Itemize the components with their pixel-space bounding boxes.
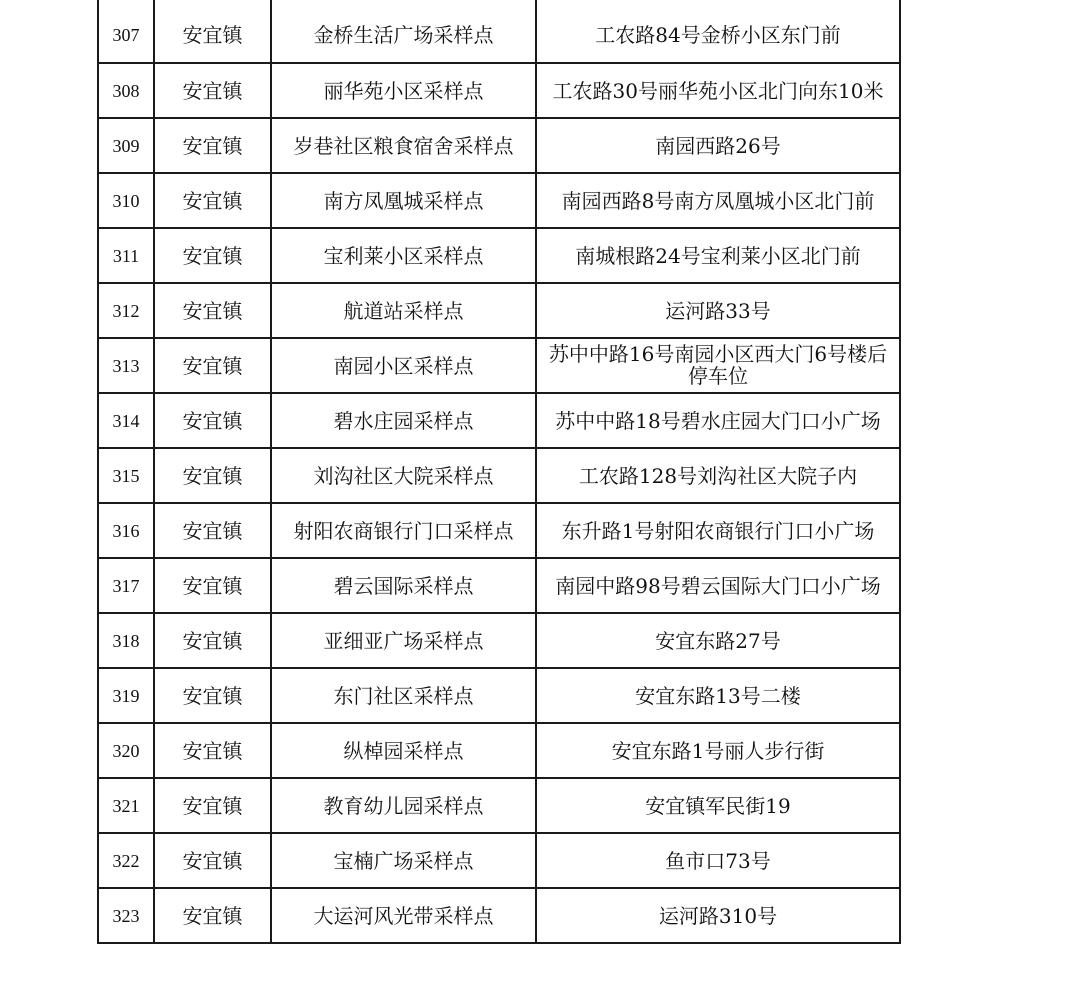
row-site: 碧云国际采样点 xyxy=(271,558,536,613)
row-address: 安宜东路27号 xyxy=(536,613,900,668)
row-address: 安宜东路1号丽人步行街 xyxy=(536,723,900,778)
table-row xyxy=(98,888,900,943)
row-number: 312 xyxy=(98,283,154,338)
row-address-text: 苏中中路16号南园小区西大门6号楼后停车位 xyxy=(548,342,888,388)
row-address: 南园中路98号碧云国际大门口小广场 xyxy=(536,558,900,613)
row-number: 320 xyxy=(98,723,154,778)
row-town: 安宜镇 xyxy=(154,228,271,283)
row-site: 碧水庄园采样点 xyxy=(271,393,536,448)
row-number: 323 xyxy=(98,888,154,943)
row-address: 南园西路26号 xyxy=(536,118,900,173)
row-town: 安宜镇 xyxy=(154,0,271,63)
row-town: 安宜镇 xyxy=(154,778,271,833)
row-town: 安宜镇 xyxy=(154,668,271,723)
table-row xyxy=(98,448,900,503)
row-site: 大运河风光带采样点 xyxy=(271,888,536,943)
table-row xyxy=(98,723,900,778)
row-address: 东升路1号射阳农商银行门口小广场 xyxy=(536,503,900,558)
row-site: 亚细亚广场采样点 xyxy=(271,613,536,668)
row-town: 安宜镇 xyxy=(154,888,271,943)
row-address: 安宜镇军民街19 xyxy=(536,778,900,833)
row-site: 丽华苑小区采样点 xyxy=(271,63,536,118)
row-number: 319 xyxy=(98,668,154,723)
table-row xyxy=(98,228,900,283)
row-number: 311 xyxy=(98,228,154,283)
row-address: 工农路128号刘沟社区大院子内 xyxy=(536,448,900,503)
row-town: 安宜镇 xyxy=(154,338,271,393)
table-row xyxy=(98,0,900,63)
row-town: 安宜镇 xyxy=(154,63,271,118)
row-site: 岁巷社区粮食宿舍采样点 xyxy=(271,118,536,173)
row-number: 321 xyxy=(98,778,154,833)
row-town: 安宜镇 xyxy=(154,173,271,228)
table-row xyxy=(98,778,900,833)
row-town: 安宜镇 xyxy=(154,118,271,173)
row-site: 航道站采样点 xyxy=(271,283,536,338)
row-town: 安宜镇 xyxy=(154,723,271,778)
row-address: 南城根路24号宝利莱小区北门前 xyxy=(536,228,900,283)
row-address: 鱼市口73号 xyxy=(536,833,900,888)
row-site: 刘沟社区大院采样点 xyxy=(271,448,536,503)
row-address: 工农路84号金桥小区东门前 xyxy=(536,0,900,63)
row-number: 315 xyxy=(98,448,154,503)
row-site: 宝楠广场采样点 xyxy=(271,833,536,888)
row-town: 安宜镇 xyxy=(154,393,271,448)
row-address: 安宜东路13号二楼 xyxy=(536,668,900,723)
row-site: 宝利莱小区采样点 xyxy=(271,228,536,283)
row-number: 307 xyxy=(98,0,154,63)
row-site: 教育幼儿园采样点 xyxy=(271,778,536,833)
row-number: 316 xyxy=(98,503,154,558)
row-site: 金桥生活广场采样点 xyxy=(271,0,536,63)
row-number: 309 xyxy=(98,118,154,173)
row-number: 314 xyxy=(98,393,154,448)
table-row xyxy=(98,833,900,888)
table-row xyxy=(98,63,900,118)
table-row xyxy=(98,558,900,613)
row-site: 射阳农商银行门口采样点 xyxy=(271,503,536,558)
table-body xyxy=(98,0,900,943)
row-number: 313 xyxy=(98,338,154,393)
row-address: 运河路33号 xyxy=(536,283,900,338)
row-address: 南园西路8号南方凤凰城小区北门前 xyxy=(536,173,900,228)
table-row xyxy=(98,338,900,393)
row-number: 317 xyxy=(98,558,154,613)
row-site: 南园小区采样点 xyxy=(271,338,536,393)
table-row xyxy=(98,393,900,448)
row-site: 纵棹园采样点 xyxy=(271,723,536,778)
row-site: 东门社区采样点 xyxy=(271,668,536,723)
row-number: 318 xyxy=(98,613,154,668)
row-number: 310 xyxy=(98,173,154,228)
table-row xyxy=(98,283,900,338)
row-address: 工农路30号丽华苑小区北门向东10米 xyxy=(536,63,900,118)
row-town: 安宜镇 xyxy=(154,833,271,888)
row-number: 308 xyxy=(98,63,154,118)
sampling-sites-table xyxy=(97,0,901,944)
table-row xyxy=(98,668,900,723)
table-row xyxy=(98,503,900,558)
row-town: 安宜镇 xyxy=(154,448,271,503)
row-town: 安宜镇 xyxy=(154,283,271,338)
row-address xyxy=(536,338,900,393)
row-town: 安宜镇 xyxy=(154,503,271,558)
table-row xyxy=(98,613,900,668)
table-row xyxy=(98,118,900,173)
row-town: 安宜镇 xyxy=(154,558,271,613)
row-address: 苏中中路18号碧水庄园大门口小广场 xyxy=(536,393,900,448)
row-site: 南方凤凰城采样点 xyxy=(271,173,536,228)
row-town: 安宜镇 xyxy=(154,613,271,668)
row-address: 运河路310号 xyxy=(536,888,900,943)
table-row xyxy=(98,173,900,228)
row-number: 322 xyxy=(98,833,154,888)
